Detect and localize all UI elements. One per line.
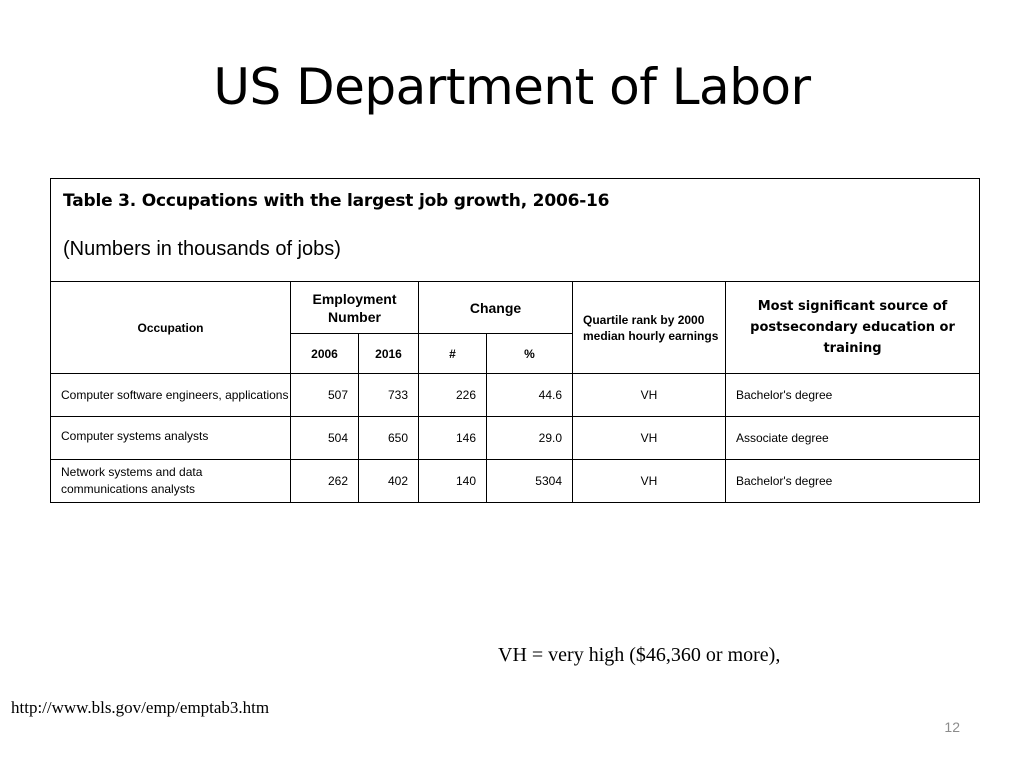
employment-2006-cell: 507 bbox=[291, 374, 359, 417]
employment-2006-cell: 504 bbox=[291, 417, 359, 460]
table-row bbox=[51, 374, 980, 417]
employment-2016-cell: 402 bbox=[359, 460, 419, 503]
header-source: Most significant source of postsecondary education or training bbox=[726, 282, 980, 374]
table-subtitle: (Numbers in thousands of jobs) bbox=[63, 238, 341, 260]
employment-2016-cell: 733 bbox=[359, 374, 419, 417]
slide-title: US Department of Labor bbox=[213, 58, 811, 116]
change-num-cell: 140 bbox=[419, 460, 487, 503]
change-pct-cell: 5304 bbox=[487, 460, 573, 503]
employment-2016-cell: 650 bbox=[359, 417, 419, 460]
header-year-2006: 2006 bbox=[291, 334, 359, 374]
education-cell: Bachelor's degree bbox=[726, 460, 980, 503]
header-change-num: # bbox=[419, 334, 487, 374]
table-row bbox=[51, 460, 980, 503]
legend-note: VH = very high ($46,360 or more), bbox=[498, 644, 781, 666]
source-link[interactable]: http://www.bls.gov/emp/emptab3.htm bbox=[11, 698, 270, 717]
change-pct-cell: 29.0 bbox=[487, 417, 573, 460]
header-change-pct: % bbox=[487, 334, 573, 374]
occupation-cell: Computer systems analysts bbox=[51, 417, 291, 460]
table-caption bbox=[51, 179, 980, 282]
occupation-cell: Network systems and data communications analysts bbox=[51, 460, 291, 503]
quartile-cell: VH bbox=[573, 417, 726, 460]
education-cell: Associate degree bbox=[726, 417, 980, 460]
table-row bbox=[51, 417, 980, 460]
header-occupation: Occupation bbox=[51, 282, 291, 374]
header-quartile: Quartile rank by 2000 median hourly earnings bbox=[573, 282, 726, 374]
change-num-cell: 226 bbox=[419, 374, 487, 417]
quartile-cell: VH bbox=[573, 374, 726, 417]
occupation-cell: Computer software engineers, applications bbox=[51, 374, 291, 417]
page-number: 12 bbox=[944, 719, 960, 735]
change-num-cell: 146 bbox=[419, 417, 487, 460]
header-year-2016: 2016 bbox=[359, 334, 419, 374]
employment-2006-cell: 262 bbox=[291, 460, 359, 503]
jobs-table bbox=[50, 178, 980, 503]
header-change: Change bbox=[419, 282, 573, 334]
quartile-cell: VH bbox=[573, 460, 726, 503]
change-pct-cell: 44.6 bbox=[487, 374, 573, 417]
table-title: Table 3. Occupations with the largest job growth, 2006-16 bbox=[63, 191, 610, 211]
header-employment: Employment Number bbox=[291, 282, 419, 334]
education-cell: Bachelor's degree bbox=[726, 374, 980, 417]
